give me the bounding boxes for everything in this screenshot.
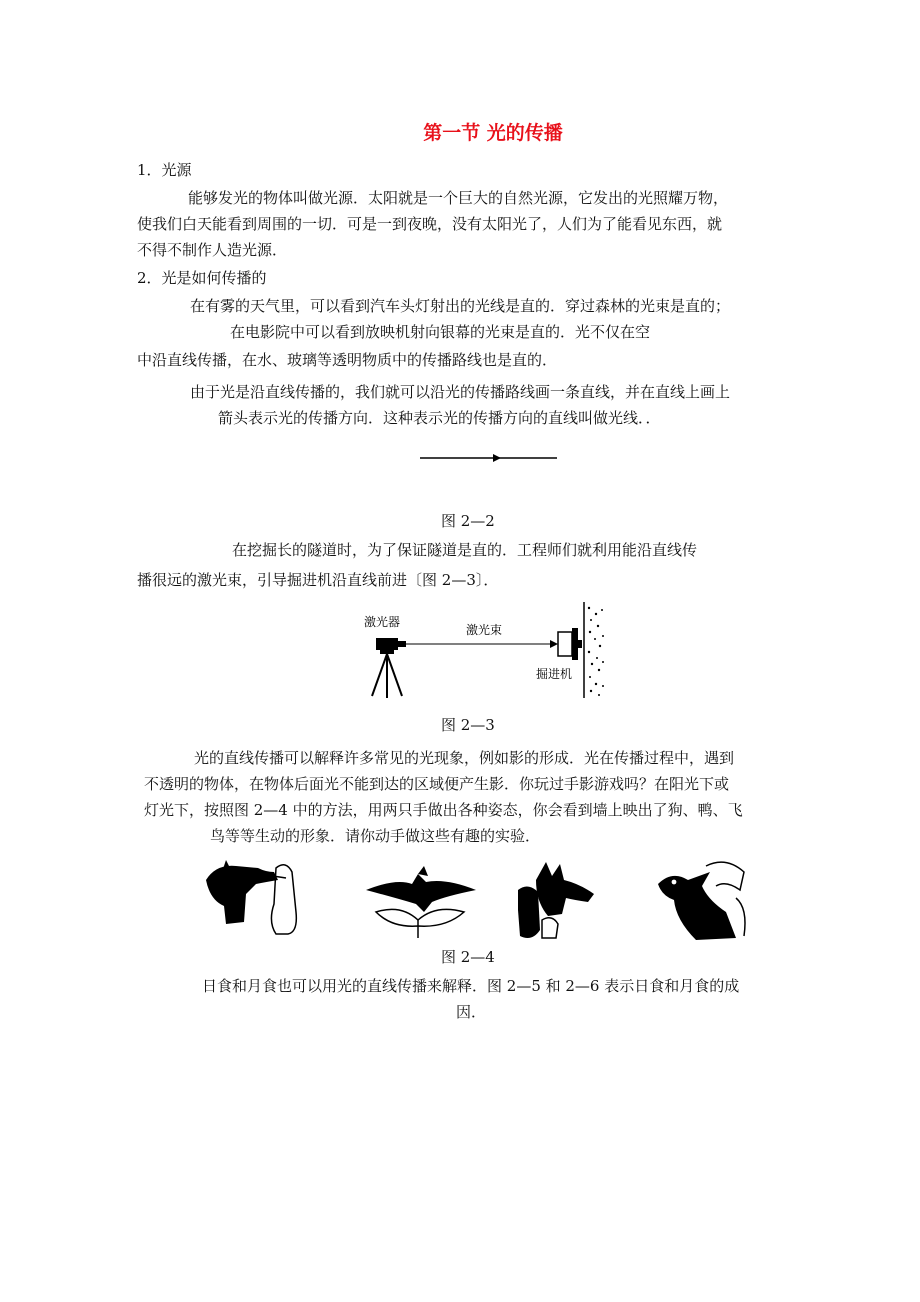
paragraph-line: 由于光是沿直线传播的，我们就可以沿光的传播路线画一条直线，并在直线上画上 xyxy=(190,383,731,401)
paragraph-line: 使我们白天能看到周围的一切．可是一到夜晚，没有太阳光了，人们为了能看见东西，就 xyxy=(137,215,723,233)
figure-laser-tunnel xyxy=(358,600,608,704)
figure-caption: 图 2—2 xyxy=(441,512,495,530)
bird-shadow-icon xyxy=(366,866,476,938)
dog-shadow-icon xyxy=(206,860,296,934)
tunnel-machine-icon xyxy=(558,632,572,656)
paragraph-line: 能够发光的物体叫做光源．太阳就是一个巨大的自然光源，它发出的光照耀万物， xyxy=(188,189,729,207)
machine-label: 掘进机 xyxy=(536,667,573,681)
section-heading-light-source: 1．光源 xyxy=(137,161,192,179)
paragraph-line: 日食和月食也可以用光的直线传播来解释．图 2—5 和 2—6 表示日食和月食的成 xyxy=(202,977,740,995)
laser-label: 激光器 xyxy=(364,615,401,629)
paragraph-line: 播很远的激光束，引导掘进机沿直线前进〔图 2—3〕． xyxy=(137,571,499,589)
figure-light-ray xyxy=(405,440,570,500)
paragraph-line: 箭头表示光的传播方向．这种表示光的传播方向的直线叫做光线．． xyxy=(218,409,661,427)
horse-shadow-icon xyxy=(518,862,594,938)
paragraph-line: 中沿直线传播，在水、玻璃等透明物质中的传播路线也是直的． xyxy=(137,351,558,369)
paragraph-line: 因． xyxy=(456,1003,487,1021)
tripod-icon xyxy=(372,654,387,696)
figure-caption: 图 2—4 xyxy=(441,948,495,966)
paragraph-line: 鸟等等生动的形象．请你动手做这些有趣的实验． xyxy=(210,827,541,845)
paragraph-line: 不得不制作人造光源． xyxy=(137,241,288,259)
figure-caption: 图 2—3 xyxy=(441,716,495,734)
laser-device-icon xyxy=(376,638,398,650)
paragraph-line: 在有雾的天气里，可以看到汽车头灯射出的光线是直的．穿过森林的光束是直的； xyxy=(190,297,731,315)
beam-label: 激光束 xyxy=(466,623,503,637)
page-title: 第一节 光的传播 xyxy=(423,122,563,144)
section-heading-propagation: 2．光是如何传播的 xyxy=(137,269,267,287)
figure-hand-shadows xyxy=(196,850,766,946)
paragraph-line: 在挖掘长的隧道时，为了保证隧道是直的．工程师们就利用能沿直线传 xyxy=(232,541,698,559)
paragraph-line: 在电影院中可以看到放映机射向银幕的光束是直的．光不仅在空 xyxy=(230,323,651,341)
paragraph-line: 不透明的物体，在物体后面光不能到达的区域便产生影．你玩过手影游戏吗？在阳光下或 xyxy=(144,775,730,793)
duck-shadow-icon xyxy=(658,862,745,940)
paragraph-line: 灯光下，按照图 2—4 中的方法，用两只手做出各种姿态，你会看到墙上映出了狗、鸭、飞 xyxy=(144,801,743,819)
paragraph-line: 光的直线传播可以解释许多常见的光现象，例如影的形成．光在传播过程中，遇到 xyxy=(194,749,735,767)
